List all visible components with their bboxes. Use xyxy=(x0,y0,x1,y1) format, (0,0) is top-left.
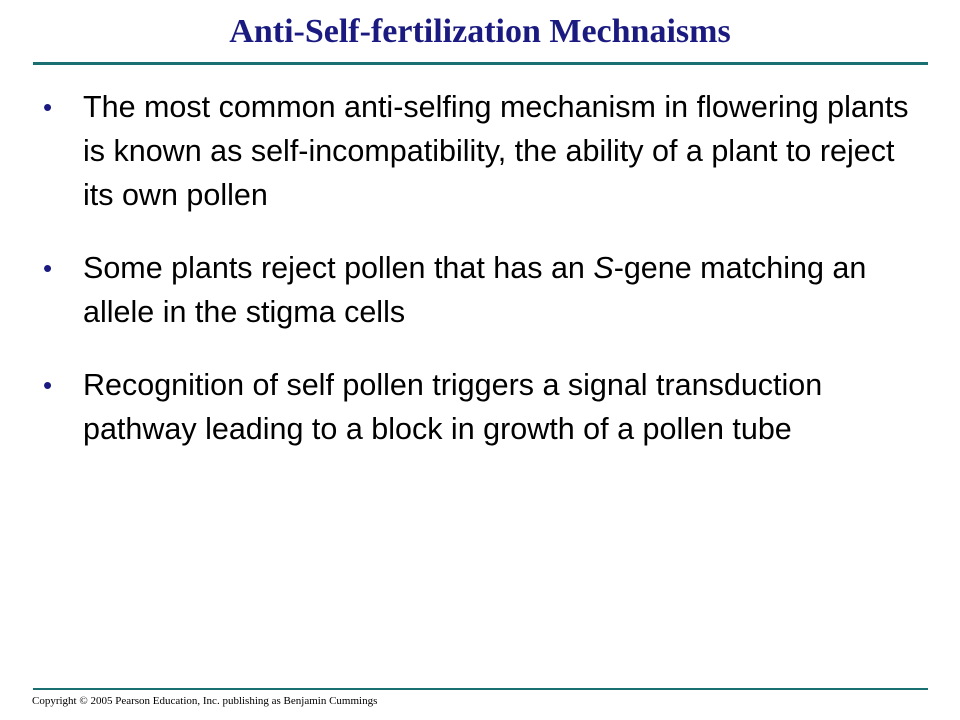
bullet-text-part: -gene matching an allele in the stigma cells xyxy=(83,251,867,329)
bullet-marker-icon: • xyxy=(43,253,53,283)
bullet-text xyxy=(83,251,866,329)
bullet-item xyxy=(43,85,913,217)
bullet-marker-icon: • xyxy=(43,92,53,122)
bullet-item xyxy=(43,246,913,334)
bullet-text: The most common anti-selfing mechanism in flowering plants is known as self-incompatibility, the ability of a plant to reject its own pollen xyxy=(83,90,909,212)
slide-title: Anti-Self-fertilization Mechnaisms xyxy=(229,13,731,50)
bullet-text-part: Some plants reject pollen that has an xyxy=(83,251,594,285)
bullet-text: Recognition of self pollen triggers a signal transduction pathway leading to a block in growth of a pollen tube xyxy=(83,368,823,446)
copyright-footer: Copyright © 2005 Pearson Education, Inc. publishing as Benjamin Cummings xyxy=(32,695,378,707)
bullet-marker-icon: • xyxy=(43,370,53,400)
footer-divider xyxy=(33,688,928,690)
title-divider xyxy=(33,62,928,65)
gene-symbol: S xyxy=(593,251,614,285)
bullet-item xyxy=(43,363,913,451)
bullet-list xyxy=(43,85,913,451)
